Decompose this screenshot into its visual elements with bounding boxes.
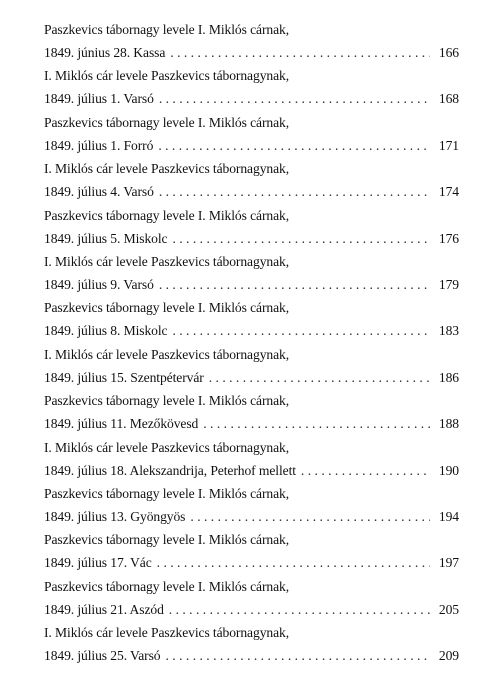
- toc-entry-detail: 1849. július 17. Vác: [44, 555, 152, 571]
- toc-entry-detail: 1849. július 8. Miskolc: [44, 323, 168, 339]
- toc-entry-page-number: 197: [438, 555, 459, 571]
- toc-entry-title: I. Miklós cár levele Paszkevics tábornagynak,: [44, 346, 290, 362]
- toc-entry-page-number: 194: [438, 508, 459, 524]
- toc-entry-title: Paszkevics tábornagy levele I. Miklós cárnak,: [44, 578, 290, 594]
- toc-entry-title: I. Miklós cár levele Paszkevics tábornagynak,: [44, 253, 290, 269]
- dot-leader: [172, 320, 430, 342]
- toc-entry-detail-line: [44, 274, 459, 296]
- toc-entry-detail-line: [44, 135, 459, 157]
- toc-entry-detail-line: [44, 88, 459, 110]
- toc-entry-title: I. Miklós cár levele Paszkevics tábornagynak,: [44, 439, 290, 455]
- dot-leader: [158, 135, 430, 157]
- toc-entry-title: I. Miklós cár levele Paszkevics tábornagynak,: [44, 68, 290, 84]
- toc-entry-title: Paszkevics tábornagy levele I. Miklós cárnak,: [44, 207, 290, 223]
- toc-entry: [44, 343, 459, 389]
- toc-entry: [44, 436, 459, 482]
- dot-leader: [169, 599, 430, 621]
- toc-entry-detail: 1849. július 4. Varsó: [44, 184, 154, 200]
- toc-entry-detail-line: [44, 228, 459, 250]
- toc-entry-detail-line: [44, 367, 459, 389]
- toc-entry-page-number: 171: [438, 137, 459, 153]
- toc-entry-page-number: 188: [438, 416, 459, 432]
- toc-entry-detail: 1849. július 5. Miskolc: [44, 230, 168, 246]
- toc-entry-detail-line: [44, 506, 459, 528]
- toc-entry-title: Paszkevics tábornagy levele I. Miklós cárnak,: [44, 300, 290, 316]
- dot-leader: [190, 506, 430, 528]
- toc-entry-title: Paszkevics tábornagy levele I. Miklós cárnak,: [44, 485, 290, 501]
- toc-entry-page-number: 166: [438, 45, 459, 60]
- toc-entry-title: I. Miklós cár levele Paszkevics tábornagynak,: [44, 161, 290, 177]
- toc-entry-detail: 1849. július 11. Mezőkövesd: [44, 416, 199, 432]
- dot-leader: [172, 228, 430, 250]
- toc-entry-title: Paszkevics tábornagy levele I. Miklós cárnak,: [44, 114, 290, 130]
- dot-leader: [203, 413, 430, 435]
- dot-leader: [159, 88, 430, 110]
- toc-entry: [44, 111, 459, 157]
- dot-leader: [166, 645, 431, 667]
- toc-entry-detail-line: [44, 181, 459, 203]
- toc-entry-page-number: 174: [438, 184, 459, 200]
- toc-entry-page-number: 190: [438, 462, 459, 478]
- toc-entry-detail-line: [44, 599, 459, 621]
- toc-entry-detail: 1849. július 18. Alekszandrija, Peterhof mellett: [44, 462, 296, 478]
- toc-entry: [44, 575, 459, 621]
- dot-leader: [159, 274, 430, 296]
- dot-leader: [157, 552, 430, 574]
- table-of-contents: [44, 18, 459, 667]
- toc-entry-page-number: 205: [438, 601, 459, 617]
- toc-entry: [44, 18, 459, 64]
- toc-entry-detail-line: [44, 645, 459, 667]
- toc-entry-detail: 1849. július 13. Gyöngyös: [44, 508, 186, 524]
- toc-entry-page-number: 168: [438, 91, 459, 107]
- toc-entry-detail: 1849. július 1. Varsó: [44, 91, 154, 107]
- toc-entry-page-number: 186: [438, 369, 459, 385]
- dot-leader: [170, 42, 430, 64]
- toc-entry-detail: 1849. július 15. Szentpétervár: [44, 369, 204, 385]
- toc-entry-detail: 1849. július 9. Varsó: [44, 276, 154, 292]
- toc-entry-detail: 1849. július 1. Forró: [44, 137, 154, 153]
- dot-leader: [301, 460, 430, 482]
- toc-entry-page-number: 209: [438, 648, 459, 664]
- toc-entry: [44, 621, 459, 667]
- toc-entry-detail: 1849. július 25. Varsó: [44, 648, 161, 664]
- dot-leader: [209, 367, 430, 389]
- toc-entry-page-number: 176: [438, 230, 459, 246]
- toc-entry-detail-line: [44, 413, 459, 435]
- toc-entry-title: I. Miklós cár levele Paszkevics tábornagynak,: [44, 625, 290, 641]
- toc-entry: [44, 482, 459, 528]
- toc-entry-detail: 1849. július 21. Aszód: [44, 601, 164, 617]
- toc-entry-title: Paszkevics tábornagy levele I. Miklós cárnak,: [44, 393, 290, 409]
- toc-entry-detail-line: [44, 552, 459, 574]
- toc-entry: [44, 157, 459, 203]
- toc-entry-page-number: 179: [438, 276, 459, 292]
- toc-entry-title: Paszkevics tábornagy levele I. Miklós cárnak,: [44, 532, 290, 548]
- dot-leader: [159, 181, 430, 203]
- toc-entry: [44, 64, 459, 110]
- toc-entry: [44, 389, 459, 435]
- toc-entry-detail-line: [44, 460, 459, 482]
- toc-entry-detail-line: [44, 42, 459, 64]
- toc-entry: [44, 204, 459, 250]
- toc-entry: [44, 528, 459, 574]
- toc-entry-page-number: 183: [438, 323, 459, 339]
- toc-entry-detail-line: [44, 320, 459, 342]
- toc-entry-detail: 1849. június 28. Kassa: [44, 45, 166, 60]
- toc-entry: [44, 296, 459, 342]
- toc-entry-title: Paszkevics tábornagy levele I. Miklós cárnak,: [44, 22, 290, 37]
- toc-entry: [44, 250, 459, 296]
